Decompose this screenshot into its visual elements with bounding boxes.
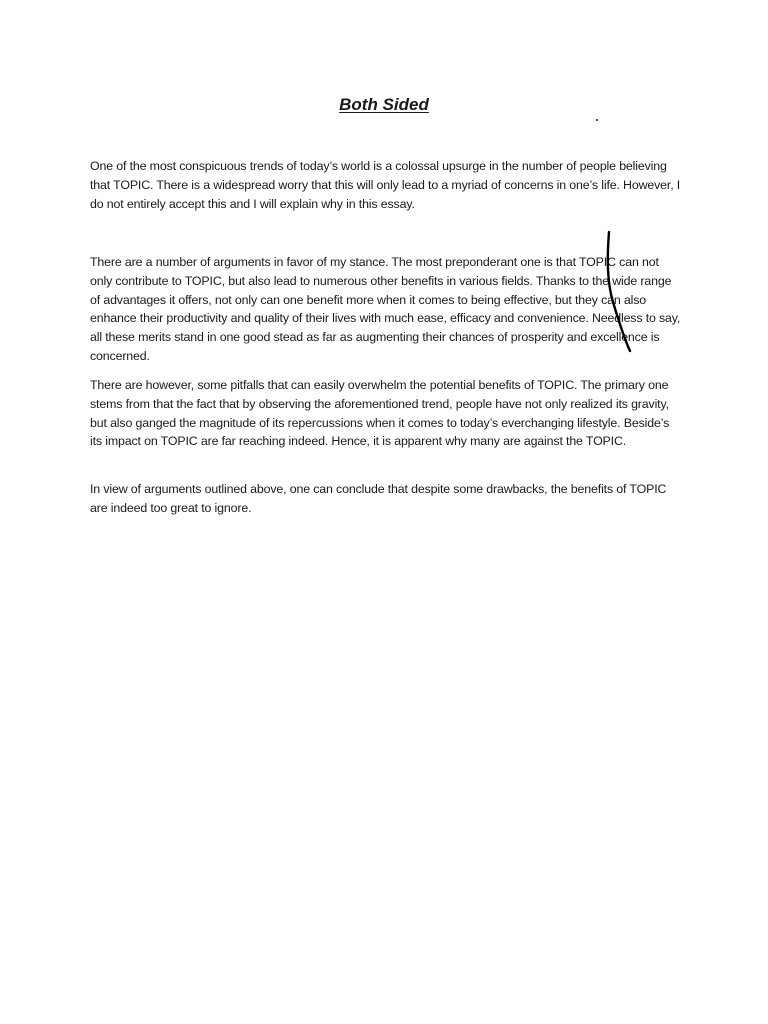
paragraph-pitfalls: There are however, some pitfalls that can easily overwhelm the potential benefits of TOPIC. The primary one stems from that the fact that by observing the aforementioned trend, people have not only realized its gravity, but also ganged the magnitude of its repercussions when it comes to today’s everchanging lifestyle. Beside’s its impact on TOPIC are far reaching indeed. Hence, it is apparent why many are against the TOPIC. [90, 378, 670, 449]
paragraph-conclusion: In view of arguments outlined above, one can conclude that despite some drawbacks, the benefits of TOPIC are indeed too great to ignore. [90, 482, 667, 515]
stray-ink-dot [596, 119, 598, 121]
paragraph-introduction: One of the most conspicuous trends of today’s world is a colossal upsurge in the number of people believing that TOPIC. There is a widespread worry that this will only lead to a myriad of concerns in one’s life. However, I do not entirely accept this and I will explain why in this essay. [90, 159, 681, 211]
document-title: Both Sided [339, 95, 429, 114]
paragraph-arguments-for: There are a number of arguments in favor of my stance. The most preponderant one is that TOPIC can not only contribute to TOPIC, but also lead to numerous other benefits in various fields. Thanks to the wide range of advantages it offers, not only can one benefit more when it comes to being effective, but they can also enhance their productivity and quality of their lives with much ease, efficacy and convenience. Needless to say, all these merits stand in one good stead as far as augmenting their chances of prosperity and excellence is concerned. [90, 255, 681, 363]
